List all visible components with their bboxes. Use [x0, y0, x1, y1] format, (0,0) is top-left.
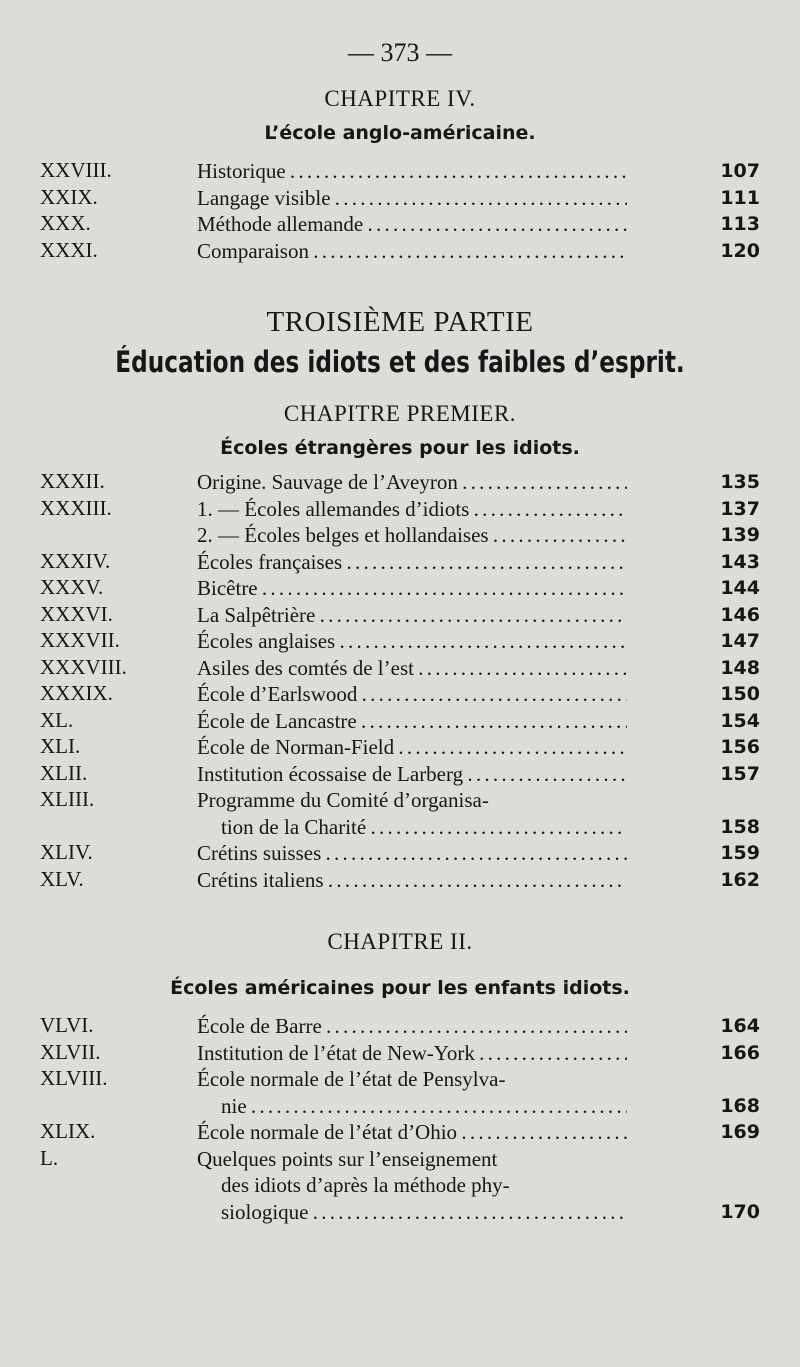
toc-entry: [0, 1066, 800, 1119]
toc-entry: [0, 575, 800, 602]
toc-entry-title-line: Institution de l’état de New-York . . .: [197, 1040, 627, 1067]
toc-entry-page: 139: [720, 524, 760, 546]
toc-entry-title-line: Programme du Comité d’organisa-: [197, 788, 489, 812]
toc-entry-title: [197, 185, 627, 212]
toc-entry-title: [197, 575, 627, 602]
toc-entry: [0, 1119, 800, 1146]
toc-entry: [0, 158, 800, 185]
toc-entry: [0, 1146, 800, 1226]
toc-entry-title-line: tion de la Charité . . .: [197, 814, 627, 841]
toc-entry-title-line: Origine. Sauvage de l’Aveyron . . .: [197, 469, 627, 496]
part-three-title: Éducation des idiots et des faibles d’esprit.: [115, 345, 685, 379]
toc-entry-number: XXXIII.: [40, 495, 112, 520]
toc-entry-title-line: École de Norman-Field . . .: [197, 734, 627, 761]
toc-entry-title-line: Quelques points sur l’enseignement: [197, 1146, 498, 1171]
toc-entry-page: 164: [720, 1015, 760, 1037]
toc-entry-page: 146: [720, 603, 760, 626]
toc-entry: [0, 840, 800, 867]
chapter-two-heading: CHAPITRE II.: [327, 929, 473, 954]
toc-entry-title: [197, 1066, 627, 1119]
toc-entry-page: 147: [720, 630, 760, 652]
toc-entry-number: XXX.: [40, 211, 91, 235]
toc-entry-title: [197, 628, 627, 655]
toc-entry-page: 144: [720, 577, 760, 599]
toc-entry-number: XXIX.: [40, 184, 98, 209]
toc-entry: [0, 628, 800, 655]
toc-entry-number: XLVII.: [40, 1039, 101, 1064]
toc-entry-page: 169: [720, 1121, 760, 1143]
toc-entry-page: 157: [720, 762, 760, 785]
chapter-iv-subtitle: L’école anglo-américaine.: [264, 122, 536, 144]
toc-entry-title-line: École de Lancastre . . .: [197, 708, 627, 735]
toc-entry-number: XXXII.: [40, 469, 105, 493]
toc-entry-title: [197, 734, 627, 761]
toc-entry: [0, 549, 800, 576]
toc-entry-title: [197, 549, 627, 576]
toc-entry-page: 113: [720, 213, 760, 235]
toc-entry-title: [197, 158, 627, 185]
toc-entry-title: [197, 1119, 627, 1146]
toc-entry-title: [197, 496, 627, 523]
chapter-one-subtitle: Écoles étrangères pour les idiots.: [220, 437, 580, 459]
page-number: — 373 —: [348, 38, 452, 67]
toc-entry-title-line: École d’Earlswood . . .: [197, 681, 627, 708]
toc-entry-title-line: Historique . . .: [197, 158, 627, 185]
toc-entry-title: [197, 681, 627, 708]
toc-entry-number: XXXIX.: [40, 681, 113, 705]
toc-entry-title: [197, 1146, 627, 1226]
chapter-one-toc: [0, 469, 800, 893]
toc-entry-title: [197, 238, 627, 265]
toc-entry-title-line: nie . . .: [197, 1093, 627, 1120]
chapter-one-heading: CHAPITRE PREMIER.: [283, 401, 517, 426]
toc-entry-title-line: Asiles des comtés de l’est . . .: [197, 655, 627, 682]
toc-entry-title: [197, 211, 627, 238]
toc-entry-page: 137: [720, 497, 760, 520]
toc-entry-title: [197, 602, 627, 629]
toc-entry: [0, 522, 800, 549]
toc-entry-title: [197, 469, 627, 496]
toc-entry-page: 120: [720, 239, 760, 262]
toc-entry-page: 158: [720, 815, 760, 838]
toc-entry-number: XLI.: [40, 734, 81, 758]
toc-entry: [0, 602, 800, 629]
toc-entry: [0, 496, 800, 523]
toc-entry-title-line: École de Barre . . .: [197, 1013, 627, 1040]
toc-entry-title: [197, 761, 627, 788]
toc-entry-title-line: Comparaison . . .: [197, 238, 627, 265]
toc-entry-title-line: Méthode allemande . . .: [197, 211, 627, 238]
toc-entry-title-line: 1. — Écoles allemandes d’idiots . . .: [197, 496, 627, 523]
toc-entry-title-line: École normale de l’état d’Ohio . . .: [197, 1119, 627, 1146]
toc-entry-title: [197, 1040, 627, 1067]
toc-entry: [0, 787, 800, 840]
toc-entry-title-line: siologique . . .: [197, 1199, 627, 1226]
toc-entry-page: 107: [720, 160, 760, 182]
toc-entry-title: [197, 1013, 627, 1040]
toc-entry: [0, 185, 800, 212]
toc-entry-number: L.: [40, 1145, 59, 1170]
toc-entry-title-line: Bicêtre . . .: [197, 575, 627, 602]
toc-entry-page: 148: [720, 656, 760, 679]
toc-entry: [0, 761, 800, 788]
chapter-iv-toc: [0, 158, 800, 264]
toc-entry-page: 159: [720, 842, 760, 864]
toc-entry-number: XLIV.: [40, 840, 93, 864]
toc-entry-title-line: 2. — Écoles belges et hollandaises . . .: [197, 522, 627, 549]
toc-entry-title: [197, 708, 627, 735]
toc-entry-page: 170: [720, 1200, 760, 1223]
toc-entry: [0, 1040, 800, 1067]
toc-entry-number: XXXVI.: [40, 601, 113, 626]
toc-entry-page: 166: [720, 1041, 760, 1064]
toc-entry-number: XLIX.: [40, 1119, 96, 1143]
toc-entry: [0, 734, 800, 761]
toc-entry: [0, 211, 800, 238]
toc-entry-title: [197, 655, 627, 682]
toc-entry-page: 111: [720, 186, 760, 209]
toc-entry-number: XL.: [40, 707, 74, 732]
toc-entry: [0, 681, 800, 708]
toc-entry-title: [197, 522, 627, 549]
toc-entry-title-line: Crétins suisses . . .: [197, 840, 627, 867]
toc-entry-title-line: Langage visible . . .: [197, 185, 627, 212]
toc-entry-page: 154: [720, 709, 760, 732]
toc-entry-number: XXXVIII.: [40, 654, 127, 679]
toc-entry-page: 135: [720, 471, 760, 493]
toc-entry-number: XXXV.: [40, 575, 104, 599]
toc-entry-title-line: Institution écossaise de Larberg . . .: [197, 761, 627, 788]
toc-entry-number: XLVIII.: [40, 1066, 108, 1090]
chapter-two-toc: [0, 1013, 800, 1225]
toc-entry-page: 143: [720, 550, 760, 573]
toc-entry-page: 156: [720, 736, 760, 758]
toc-entry-number: XLII.: [40, 760, 88, 785]
toc-entry-page: 150: [720, 683, 760, 705]
toc-entry-number: XXXVII.: [40, 628, 120, 652]
toc-entry-number: XLV.: [40, 866, 84, 891]
toc-entry-number: XLIII.: [40, 787, 95, 811]
part-three-heading: TROISIÈME PARTIE: [266, 306, 534, 338]
toc-entry-number: XXXI.: [40, 237, 98, 262]
chapter-iv-heading: CHAPITRE IV.: [324, 86, 476, 111]
toc-entry-number: VLVI.: [40, 1013, 94, 1037]
toc-entry: [0, 708, 800, 735]
toc-entry-title: [197, 787, 627, 840]
toc-entry: [0, 867, 800, 894]
toc-entry-number: XXVIII.: [40, 158, 112, 182]
toc-entry-title-line: La Salpêtrière . . .: [197, 602, 627, 629]
toc-entry-title-line: Crétins italiens . . .: [197, 867, 627, 894]
toc-entry-page: 168: [720, 1094, 760, 1117]
toc-entry-title: [197, 867, 627, 894]
toc-entry-page: 162: [720, 868, 760, 891]
toc-entry-title: [197, 840, 627, 867]
toc-entry-title-line: École normale de l’état de Pensylva-: [197, 1067, 506, 1091]
toc-entry: [0, 469, 800, 496]
toc-entry: [0, 655, 800, 682]
toc-entry-title-line: des idiots d’après la méthode phy-: [221, 1173, 510, 1197]
toc-entry: [0, 1013, 800, 1040]
toc-entry-title-line: Écoles françaises . . .: [197, 549, 627, 576]
toc-entry: [0, 238, 800, 265]
toc-entry-title-line: Écoles anglaises . . .: [197, 628, 627, 655]
chapter-two-subtitle: Écoles américaines pour les enfants idiots.: [170, 977, 630, 999]
toc-entry-number: XXXIV.: [40, 548, 111, 573]
